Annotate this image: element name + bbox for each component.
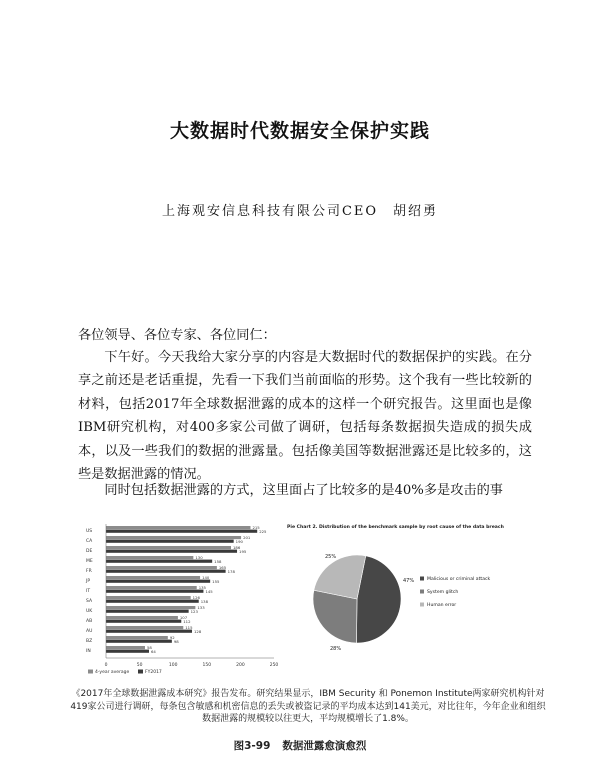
bar-fy2017 [106, 570, 226, 573]
category-label: SA [86, 599, 93, 604]
data-label: 135 [198, 585, 206, 591]
category-label: UK [86, 609, 93, 614]
category-label: AB [86, 619, 93, 624]
pie-chart-root-cause [285, 520, 535, 670]
bar-4yr-average [106, 536, 241, 539]
data-label: 92 [169, 635, 175, 641]
legend-swatch-fy2017 [138, 670, 143, 674]
category-label: BZ [86, 639, 93, 644]
article-title: 大数据时代数据安全保护实践 [169, 120, 430, 142]
bar-4yr-average [106, 556, 193, 559]
data-label: 215 [252, 525, 260, 531]
bar-fy2017 [106, 650, 149, 653]
body-paragraph: 下午好。今天我给大家分享的内容是大数据时代的数据保护的实践。在分享之前还是老话重提，先看一下我们当前面临的形势。这个我有一些比较新的材料，包括2017年全球数据泄露的成本的这样一个研究报告。这里面也是像IBM研究机构，对400多家公司做了调研，包括每条数据损失造成的损失成本，以及一些我们的数据的泄露量。包括像美国等数据泄露还是比较多的，这些是数据泄露的情况。 [78, 350, 532, 483]
data-label: 190 [235, 539, 243, 544]
x-tick-label: 0 [104, 663, 108, 668]
x-tick-label: 100 [168, 663, 178, 668]
data-label: 195 [239, 549, 247, 554]
data-label: 186 [232, 545, 241, 551]
legend-swatch [420, 590, 424, 594]
slice-label: 25% [325, 554, 337, 560]
bar-4yr-average [106, 616, 178, 619]
legend-label: FY2017 [145, 670, 162, 675]
bar-4yr-average [106, 526, 250, 529]
category-label: IN [86, 649, 91, 654]
body-paragraph: 同时包括数据泄露的方式，这里面占了比较多的是40%多是攻击的事 [104, 483, 503, 498]
category-label: DE [86, 549, 93, 554]
legend-swatch [420, 577, 424, 581]
data-label: 98 [173, 639, 179, 644]
data-label: 165 [218, 565, 227, 571]
legend-swatch-average [88, 670, 93, 674]
data-label: 123 [190, 609, 198, 614]
data-label: 140 [202, 575, 210, 581]
bar-fy2017 [106, 600, 199, 603]
bar-fy2017 [106, 540, 234, 543]
category-label: JP [86, 579, 91, 584]
bar-4yr-average [106, 606, 195, 609]
data-label: 145 [205, 589, 213, 594]
data-label: 138 [200, 599, 208, 604]
legend-label: Malicious or criminal attack [427, 577, 491, 582]
category-label: CA [86, 539, 93, 544]
data-label: 225 [259, 529, 267, 534]
x-tick-label: 200 [236, 663, 245, 668]
figure-caption: 《2017年全球数据泄露成本研究》报告发布。研究结果显示，IBM Security 和 Ponemon Institute两家研究机构针对419家公司进行调研，每条包含敏感和机密信息的丢失或被盗记录的平均成本达到141美元，对比往年，今年企业和组织数据泄露的规模较以往更大，平均规模增长了1.8%。 [70, 689, 546, 724]
bar-fy2017 [106, 590, 203, 593]
bar-4yr-average [106, 566, 217, 569]
pie-slice [313, 590, 357, 643]
category-label: IT [86, 589, 91, 594]
data-label: 178 [227, 569, 235, 574]
author-line: 上海观安信息科技有限公司CEO 胡绍勇 [161, 204, 439, 219]
bar-fy2017 [106, 640, 172, 643]
bar-4yr-average [106, 596, 191, 599]
bar-fy2017 [106, 620, 181, 623]
bar-4yr-average [106, 546, 231, 549]
slice-label: 28% [330, 646, 342, 652]
data-label: 64 [151, 649, 156, 654]
data-label: 158 [214, 559, 222, 564]
legend-label: 4-year average [95, 670, 130, 675]
bar-4yr-average [106, 576, 200, 579]
category-label: AU [86, 629, 93, 634]
pie-chart-title: Pie Chart 2. Distribution of the benchmark sample by root cause of the data breach [287, 525, 504, 530]
figure-title: 数据泄露愈演愈烈 [282, 740, 367, 752]
bar-4yr-average [106, 626, 183, 629]
x-tick-label: 50 [136, 663, 143, 668]
data-label: 130 [195, 555, 203, 561]
data-label: 155 [212, 579, 220, 584]
data-label: 115 [185, 625, 193, 631]
bar-4yr-average [106, 636, 168, 639]
figure-label [0, 738, 600, 753]
data-label: 112 [183, 619, 191, 624]
data-label: 58 [146, 645, 152, 651]
category-label: ME [86, 559, 93, 564]
greeting: 各位领导、各位专家、各位同仁： [78, 328, 276, 343]
data-label: 133 [197, 605, 205, 611]
data-label: 126 [192, 595, 200, 601]
category-label: US [86, 529, 93, 534]
legend-label: Human error [427, 603, 457, 608]
data-label: 128 [194, 629, 202, 634]
legend-label: System glitch [427, 590, 459, 595]
bar-fy2017 [106, 580, 210, 583]
bar-chart-cost-by-country [84, 520, 279, 685]
data-label: 201 [243, 535, 251, 541]
data-label: 107 [179, 615, 188, 621]
x-tick-label: 250 [269, 663, 279, 668]
bar-fy2017 [106, 610, 189, 613]
category-label: FR [86, 569, 92, 574]
figure-number: 图3-99 [233, 740, 271, 752]
bar-4yr-average [106, 646, 145, 649]
slice-label: 47% [403, 578, 415, 584]
bar-4yr-average [106, 586, 197, 589]
bar-fy2017 [106, 530, 257, 533]
x-tick-label: 150 [202, 663, 212, 668]
bar-fy2017 [106, 630, 192, 633]
bar-fy2017 [106, 550, 237, 553]
legend-swatch [420, 603, 424, 607]
